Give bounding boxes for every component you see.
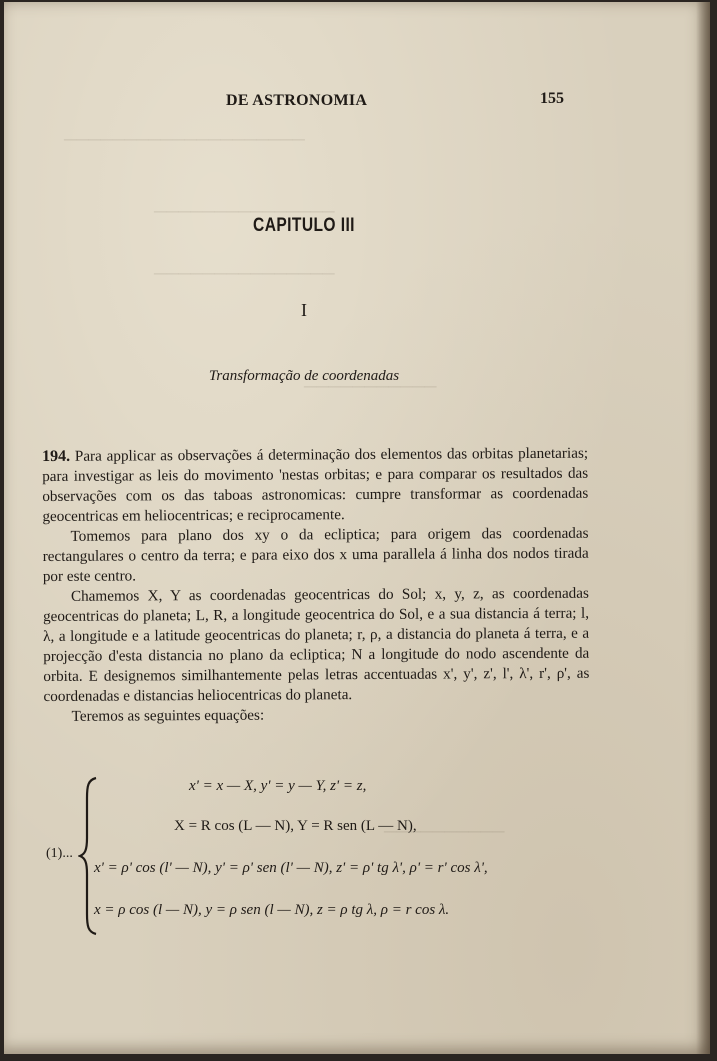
chapter-title: CAPITULO III: [253, 215, 355, 236]
paragraph-text: Para applicar as observações á determinação dos elementos das orbitas planetarias; para investigar as leis do movimento 'nestas orbitas; e para comparar os resultados das observações com os das taboas astronomicas: cumpre transformar as coordenadas geocentricas em heliocentricas; e reciprocamente.: [42, 444, 589, 525]
section-title: Transformação de coordenadas: [208, 368, 400, 384]
paragraph-text: Tomemos para plano dos xy o da ecliptica; para origem das coordenadas rectangulares o centro da terra; e para eixo dos x uma parallela á linha dos nodos tirada por este centro.: [42, 524, 589, 585]
equation-line: x = ρ cos (l — N), y = ρ sen (l — N), z = ρ tg λ, ρ = r cos λ.: [94, 902, 450, 918]
show-through-decoration: ───────────────: [154, 202, 335, 221]
equation-line: x' = x — X, y' = y — Y, z' = z,: [189, 778, 367, 794]
show-through-decoration: ────────────────────: [64, 130, 305, 149]
book-page: [4, 2, 710, 1054]
paragraph: [42, 524, 588, 587]
paragraph: [43, 584, 590, 707]
paragraph: [44, 704, 590, 727]
section-number: I: [301, 300, 307, 320]
show-through-decoration: ───────────: [304, 377, 437, 396]
equation-line: X = R cos (L — N), Y = R sen (L — N),: [174, 818, 417, 834]
running-head: DE ASTRONOMIA: [226, 92, 368, 109]
show-through-decoration: ──────────: [384, 822, 505, 841]
paragraph: [42, 444, 588, 527]
paragraph-text: Chamemos X, Y as coordenadas geocentricas do Sol; x, y, z, as coordenadas geocentricas do planeta; L, R, a longitude geocentrica do Sol, e a sua distancia á terra; l, λ, a longitude e a latitude geocentricas do planeta; r, ρ, a distancia do planeta á terra, e a projecção d'esta distancia no plano da ecliptica; N a longitude do nodo ascendente da orbita. E designemos similhantemente pelas letras accentuadas x', y', z', l', λ', r', ρ', as coordenadas e distancias heliocentricas do planeta.: [42, 584, 590, 705]
page-number: 155: [540, 90, 564, 107]
paragraph-text: Teremos as seguintes equações:: [71, 706, 265, 725]
equation-label: (1)...: [46, 846, 73, 861]
body-text: [42, 444, 590, 727]
equation-line: x' = ρ' cos (l' — N), y' = ρ' sen (l' — N), z' = ρ' tg λ', ρ' = r' cos λ',: [94, 860, 488, 876]
show-through-decoration: ───────────────: [154, 264, 335, 283]
paragraph-number: 194.: [42, 447, 71, 465]
equation-system: [44, 772, 604, 942]
